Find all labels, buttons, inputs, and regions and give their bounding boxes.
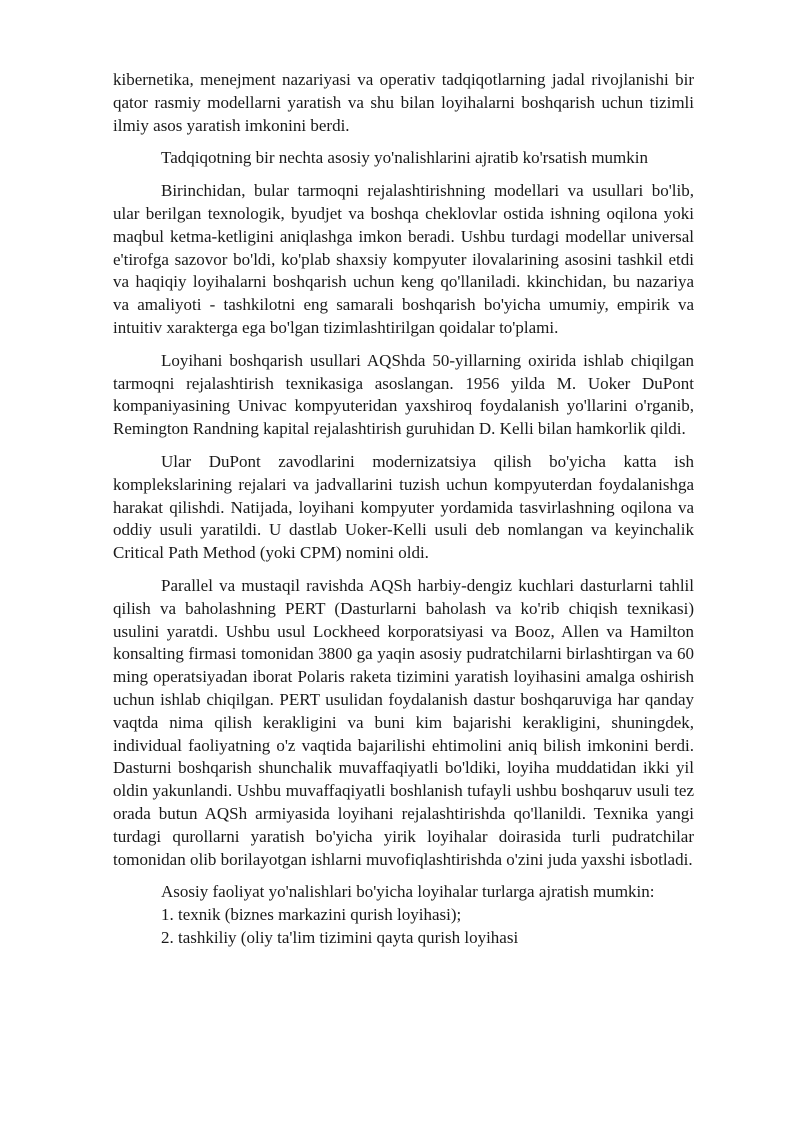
paragraph-cpm-origin: Loyihani boshqarish usullari AQShda 50-yillarning oxirida ishlab chiqilgan tarmoqni rejalashtirish texnikasiga asoslangan. 1956 yilda M. Uoker DuPont kompaniyasining Univac kompyuteridan yaxshiroq foydalanish yo'llarini o'rganib, Remington Randning kapital rejalashtirish guruhidan D. Kelli bilan hamkorlik qildi. xyxy=(113,350,694,439)
document-page xyxy=(113,69,694,950)
list-item: 2. tashkiliy (oliy ta'lim tizimini qayta qurish loyihasi xyxy=(161,927,519,947)
paragraph-pert: Parallel va mustaqil ravishda AQSh harbiy-dengiz kuchlari dasturlarni tahlil qilish va baholashning PERT (Dasturlarni baholash va ko'rib chiqish texnikasi) usulini yaratdi. Ushbu usul Lockheed korporatsiyasi va Booz, Allen va Hamilton konsalting firmasi tomonidan 3800 ga yaqin asosiy pudratchilarni birlashtirgan va 60 ming operatsiyadan iborat Polaris raketa tizimini yaratish loyihasini amalga oshirish uchun ishlab chiqilgan. PERT usulidan foydalanish dastur boshqaruviga har qanday vaqtda nima qilish kerakligini va buni kim bajarishi kerakligini, shuningdek, individual faoliyatning o'z vaqtida bajarilishi ehtimolini aniq bilish imkonini berdi. Dasturni boshqarish shunchalik muvaffaqiyatli bo'ldiki, loyiha muddatidan ikki yil oldin yakunlandi. Ushbu muvaffaqiyatli boshlanish tufayli ushbu boshqaruv usuli tez orada butun AQSh armiyasida loyihani rejalashtirishda qo'llanildi. Texnika yangi turdagi qurollarni yaratish bo'yicha yirik loyihalar doirasida turli pudratchilar tomonidan olib borilayotgan ishlarni muvofiqlashtirishda o'zini juda yaxshi isbotladi. xyxy=(113,575,694,869)
paragraph-first-direction: Birinchidan, bular tarmoqni rejalashtirishning modellari va usullari bo'lib, ular berilgan texnologik, byudjet va boshqa cheklovlar ostida ishning oqilona yoki maqbul ketma-ketligini aniqlashga imkon beradi. Ushbu turdagi modellar universal e'tirofga sazovor bo'ldi, ko'plab shaxsiy kompyuter ilovalarining asosini tashkil etdi va haqiqiy loyihalarni boshqarish uchun keng qo'llaniladi. kkinchidan, bu nazariya va amaliyoti - tashkilotni eng samarali boshqarish bo'yicha umumiy, empirik va intuitiv xarakterga ega bo'lgan tizimlashtirilgan qoidalar to'plami. xyxy=(113,181,694,337)
paragraph-project-types: Asosiy faoliyat yo'nalishlari bo'yicha loyihalar turlarga ajratish mumkin: xyxy=(161,882,655,902)
list-item: 1. texnik (biznes markazini qurish loyihasi); xyxy=(161,905,462,925)
paragraph-research-directions: Tadqiqotning bir nechta asosiy yo'nalishlarini ajratib ko'rsatish mumkin xyxy=(161,148,648,168)
paragraph-dupont: Ular DuPont zavodlarini modernizatsiya qilish bo'yicha katta ish komplekslarining rejalari va jadvallarini tuzish uchun kompyuterdan foydalanishga harakat qilishdi. Natijada, loyihani kompyuter yordamida tasvirlashning oqilona va oddiy usuli yaratildi. U dastlab Uoker-Kelli usuli deb nomlangan va keyinchalik Critical Path Method (yoki CPM) nomini oldi. xyxy=(113,451,694,563)
paragraph-continuation: kibernetika, menejment nazariyasi va operativ tadqiqotlarning jadal rivojlanishi bir qator rasmiy modellarni yaratish va shu bilan loyihalarni boshqarish uchun tizimli ilmiy asos yaratish imkonini berdi. xyxy=(113,70,694,135)
